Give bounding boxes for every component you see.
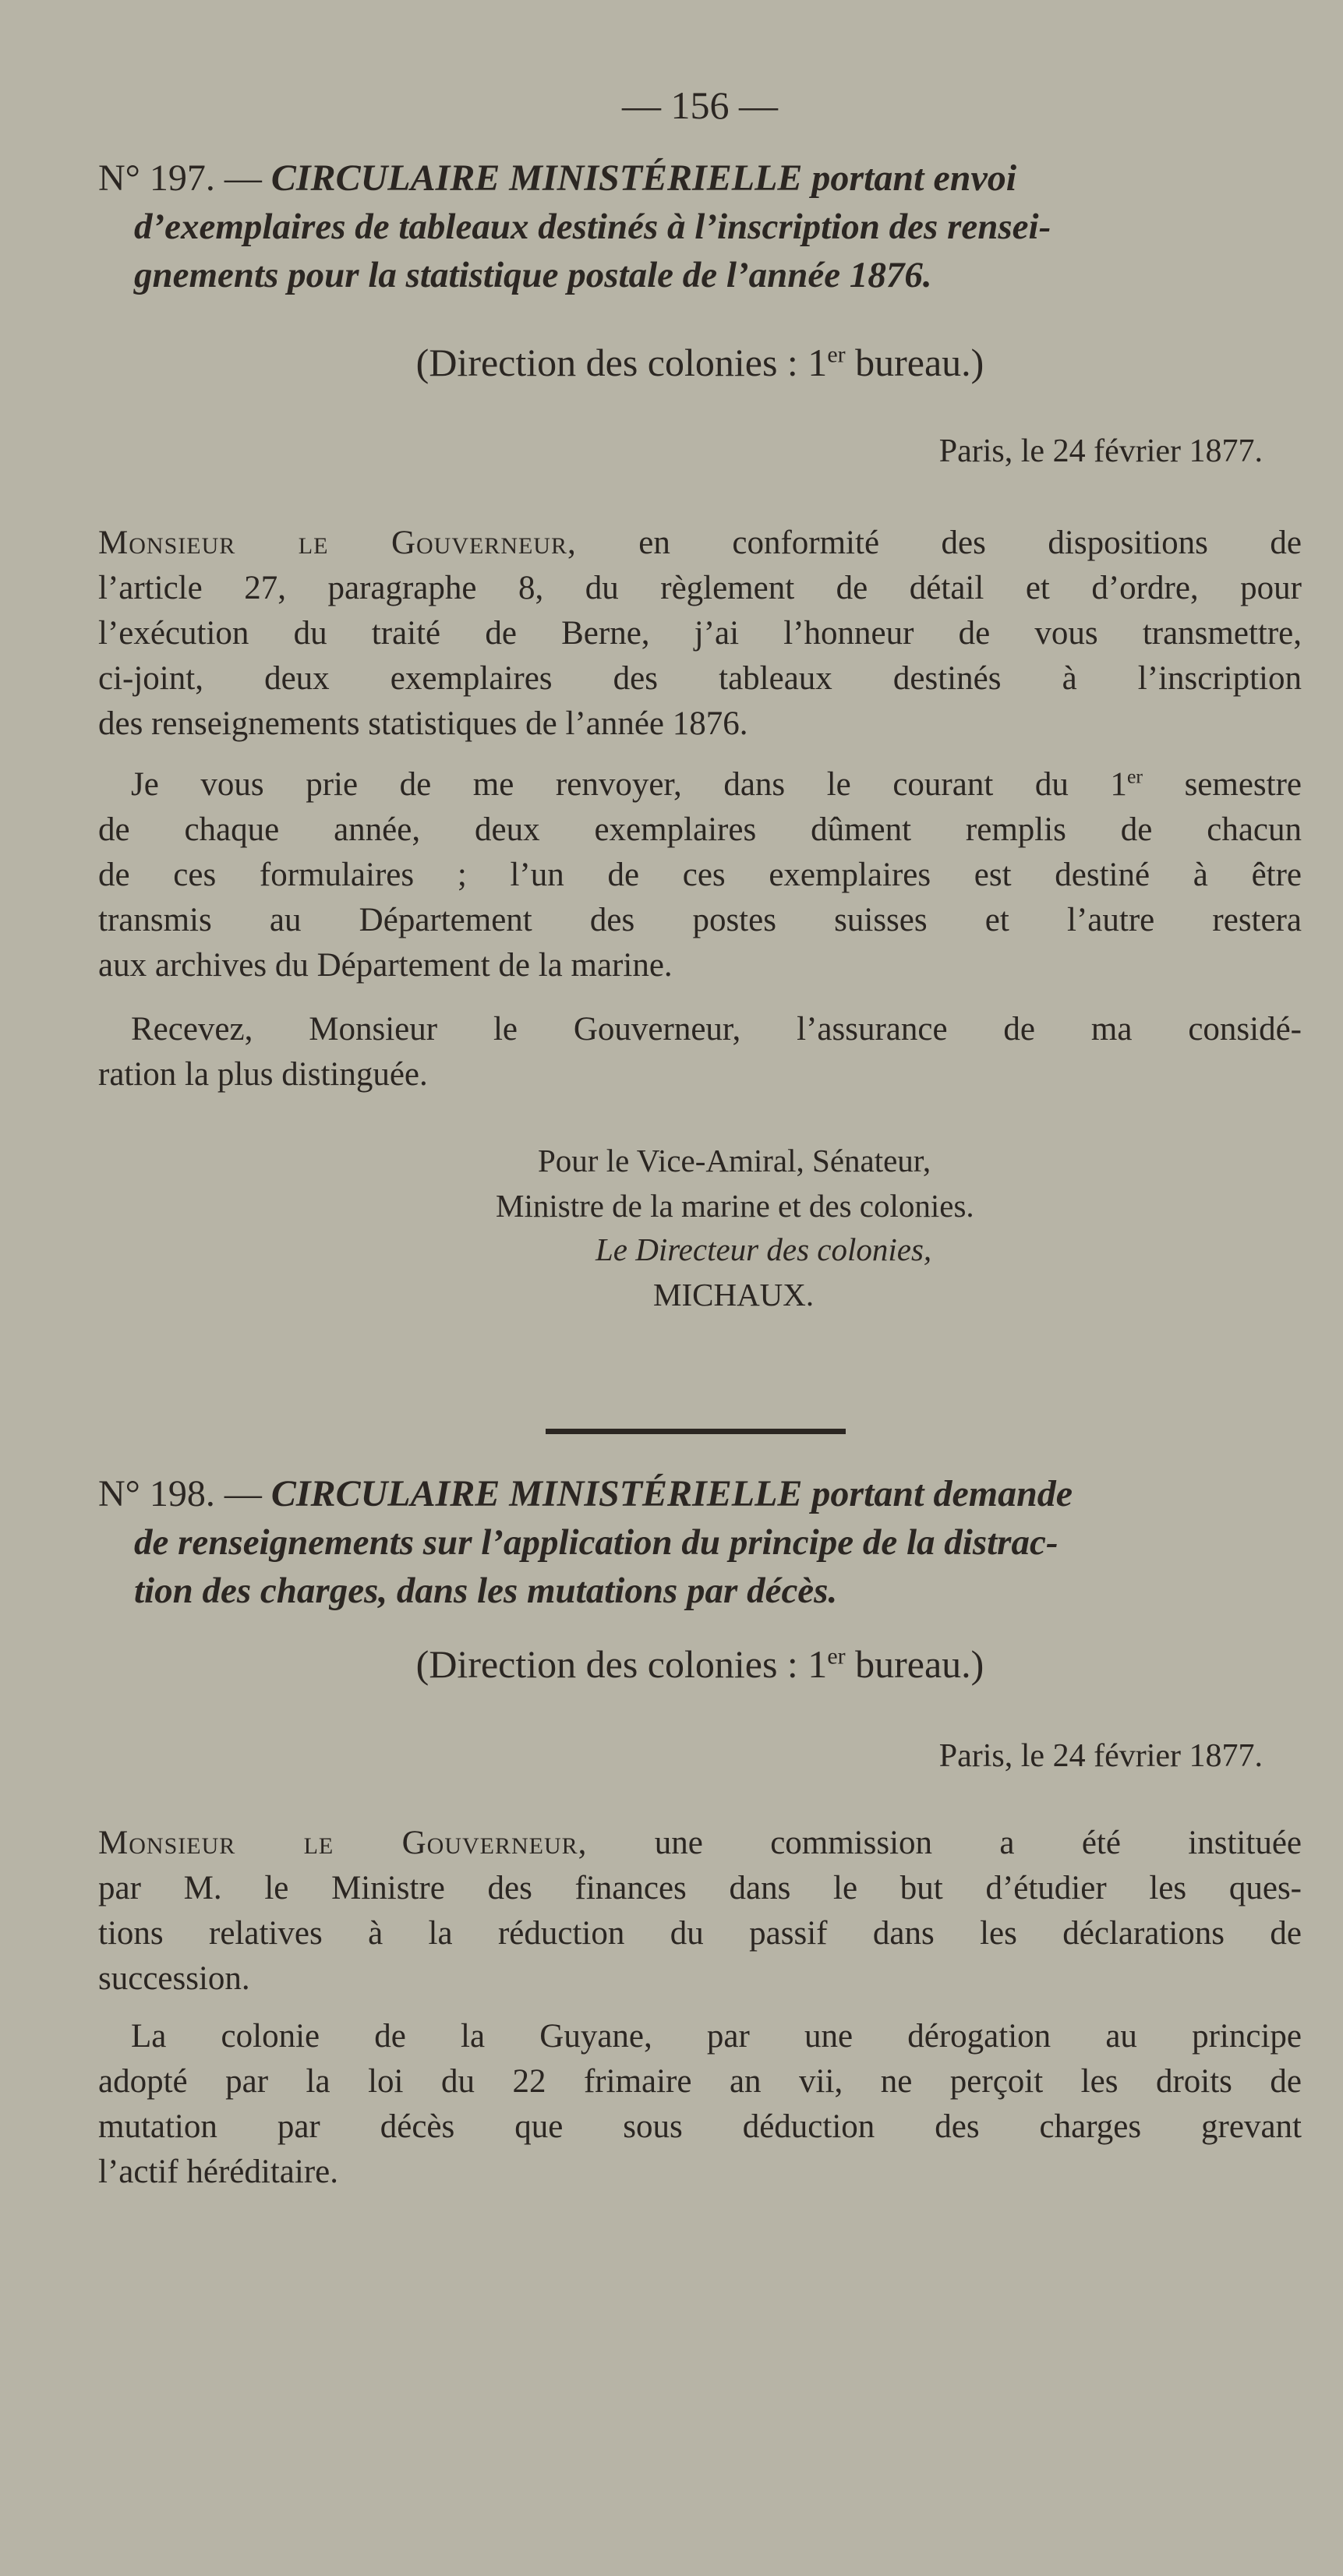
entry-197-paragraph-2-line-2: de chaque année, deux exemplaires dûment remplis de chacun [98,811,1302,848]
entry-197-paragraph-2-line-1: Je vous prie de me renvoyer, dans le courant du 1er semestre [131,765,1302,803]
entry-197-title-line-3: gnements pour la statistique postale de l’année 1876. [134,255,932,295]
entry-198-paragraph-1-line-2: par M. le Ministre des finances dans le but d’étudier les ques- [98,1870,1302,1906]
entry-197-title-line-2: d’exemplaires de tableaux destinés à l’inscription des rensei- [134,207,1051,247]
entry-197-paragraph-1-line-3: l’exécution du traité de Berne, j’ai l’honneur de vous transmettre, [98,615,1302,652]
entry-197-number: N° 197. — [98,157,262,199]
entry-198-paragraph-1-line-1: Monsieur le Gouverneur, une commission a été instituée [98,1825,1302,1861]
entry-198-title-line-2: de renseignements sur l’application du principe de la distrac- [134,1522,1058,1563]
entry-197-paragraph-3-line-2: ration la plus distinguée. [98,1056,428,1093]
entry-198-paragraph-2-line-2: adopté par la loi du 22 frimaire an vii, ne perçoit les droits de [98,2063,1302,2100]
entry-198-number: N° 198. — [98,1473,262,1514]
entry-197-paragraph-1-line-5: des renseignements statistiques de l’année 1876. [98,705,748,742]
section-divider [546,1429,846,1434]
entry-198-paragraph-1-line-3: tions relatives à la réduction du passif dans les déclarations de [98,1915,1302,1952]
entry-197-date: Paris, le 24 février 1877. [938,433,1263,469]
entry-197-paragraph-3-line-1: Recevez, Monsieur le Gouverneur, l’assurance de ma considé- [131,1011,1302,1048]
signature-line-2: Ministre de la marine et des colonies. [496,1188,974,1224]
entry-198-title-line-1: N° 198. — CIRCULAIRE MINISTÉRIELLE portant demande [98,1473,1073,1514]
entry-198-paragraph-1-line-4: succession. [98,1960,250,1997]
entry-197-paragraph-2-line-4: transmis au Département des postes suisses et l’autre restera [98,902,1302,938]
entry-197-paragraph-2-line-5: aux archives du Département de la marine. [98,947,673,984]
salutation: Monsieur le Gouverneur, [98,1825,588,1861]
entry-197-paragraph-1-line-4: ci-joint, deux exemplaires des tableaux destinés à l’inscription [98,660,1302,697]
salutation: Monsieur le Gouverneur, [98,525,577,561]
entry-197-paragraph-1-line-1: Monsieur le Gouverneur, en conformité des dispositions de [98,525,1302,561]
signature-name: MICHAUX. [653,1277,815,1313]
entry-197-title-line-1: N° 197. — CIRCULAIRE MINISTÉRIELLE portant envoi [98,157,1017,199]
entry-198-direction: (Direction des colonies : 1er bureau.) [415,1642,984,1686]
signature-line-3: Le Directeur des colonies, [596,1231,932,1267]
entry-197-paragraph-2-line-3: de ces formulaires ; l’un de ces exemplaires est destiné à être [98,857,1302,893]
entry-198-title-line-3: tion des charges, dans les mutations par décès. [134,1571,838,1611]
entry-198-date: Paris, le 24 février 1877. [938,1738,1263,1774]
entry-198-paragraph-2-line-3: mutation par décès que sous déduction des charges grevant [98,2108,1302,2145]
signature-line-1: Pour le Vice-Amiral, Sénateur, [538,1143,931,1178]
entry-197-direction: (Direction des colonies : 1er bureau.) [415,341,984,384]
entry-198-paragraph-2-line-1: La colonie de la Guyane, par une dérogation au principe [131,2018,1302,2055]
entry-197-paragraph-1-line-2: l’article 27, paragraphe 8, du règlement de détail et d’ordre, pour [98,570,1302,606]
page-number: — 156 — [622,83,778,127]
entry-198-paragraph-2-line-4: l’actif héréditaire. [98,2154,338,2190]
